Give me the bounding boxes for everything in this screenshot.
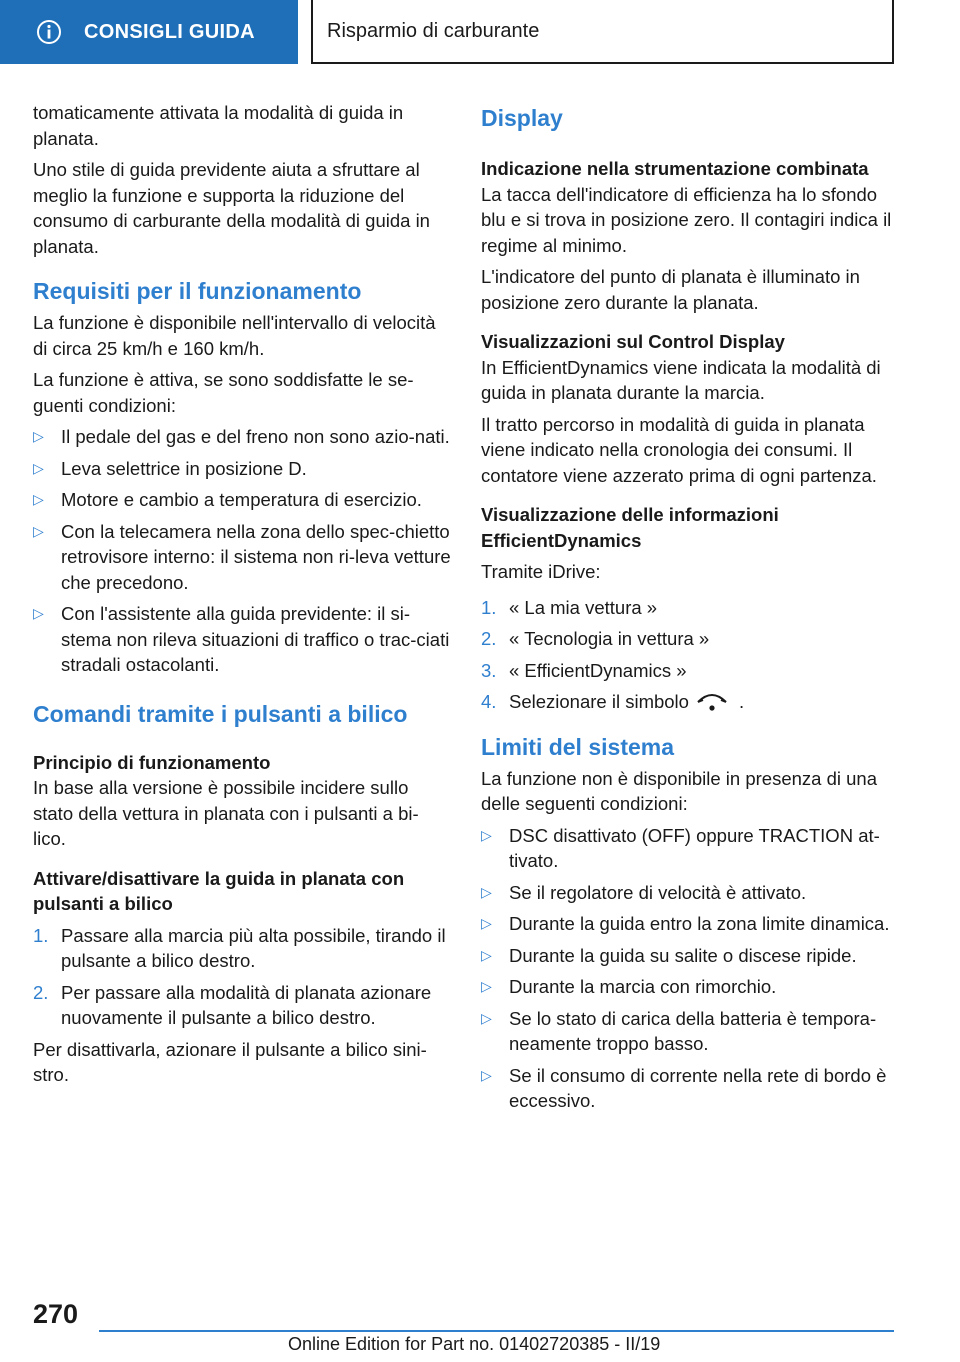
triangle-bullet-icon: ▷	[33, 491, 44, 507]
list-item	[481, 823, 899, 874]
heading-attivare: Attivare/disattivare la guida in planata con pulsanti a bilico	[33, 867, 405, 914]
list-item	[481, 911, 899, 937]
paragraph: In base alla versione è possibile incidere sullo stato della vettura in planata con i pulsanti a bi‐lico.	[33, 777, 419, 849]
limits-list	[481, 823, 899, 1114]
paragraph: Per disattivarla, azionare il pulsante a bilico sini‐stro.	[33, 1038, 427, 1085]
list-item	[33, 519, 451, 596]
triangle-bullet-icon: ▷	[481, 978, 492, 994]
page-number: 270	[33, 1299, 79, 1329]
list-item-text: Se il regolatore di velocità è attivato.	[509, 881, 807, 903]
triangle-bullet-icon: ▷	[481, 946, 492, 963]
step-text: Selezionare il simbolo	[509, 691, 689, 712]
list-item-text: Durante la marcia con rimorchio.	[509, 976, 777, 997]
list-item-text: Con l'assistente alla guida previdente: il si‐stema non rileva situazioni di traffico o trac‐ciati stradali ostacolanti.	[61, 603, 450, 675]
paragraph: La tacca dell'indicatore di efficienza ha lo sfondo blu e si trova in posizione zero. Il contagiri indica il regime al minimo.	[481, 183, 892, 256]
list-item	[481, 626, 899, 652]
list-item	[33, 456, 451, 482]
paragraph: tomaticamente attivata la modalità di guida in planata.	[33, 102, 404, 149]
steps-list	[33, 923, 451, 1031]
list-item	[33, 424, 451, 450]
step-text-end: .	[738, 691, 745, 712]
paragraph: La funzione non è disponibile in presenza di una delle seguenti condizioni:	[481, 767, 877, 814]
list-item-text: Leva selettrice in posizione D.	[61, 457, 307, 479]
header-section-tab[interactable]	[0, 0, 298, 64]
heading-comandi: Comandi tramite i pulsanti a bilico	[33, 700, 408, 727]
paragraph: Tramite iDrive:	[481, 561, 601, 582]
paragraph: In EfficientDynamics viene indicata la modalità di guida in planata durante la marcia.	[481, 356, 881, 403]
list-item-text: Se lo stato di carica della batteria è tempora‐neamente troppo basso.	[509, 1007, 877, 1054]
list-item-text: Se il consumo di corrente nella rete di bordo è eccessivo.	[509, 1064, 887, 1111]
info-icon	[36, 19, 62, 45]
section-label: CONSIGLI GUIDA	[84, 20, 255, 43]
list-item-text: Con la telecamera nella zona dello spec‐chietto retrovisore interno: il sistema non ri‐leva vetture che precedono.	[61, 520, 451, 593]
list-item	[33, 601, 451, 678]
step-text: Passare alla marcia più alta possibile, tirando il pulsante a bilico destro.	[61, 924, 446, 971]
triangle-bullet-icon: ▷	[33, 605, 44, 621]
step-number: 3.	[481, 659, 497, 681]
heading-display: Display	[481, 105, 563, 131]
list-item-text: Durante la guida su salite o discese ripide.	[509, 944, 857, 966]
right-column	[481, 100, 899, 1120]
triangle-bullet-icon: ▷	[481, 826, 492, 843]
left-column	[33, 100, 451, 1094]
step-number: 2.	[33, 981, 49, 1003]
step-number: 4.	[481, 691, 497, 712]
paragraph: Il tratto percorso in modalità di guida in planata viene indicato nella cronologia dei consumi. Il contatore viene azzerato prima di ogni partenza.	[481, 413, 877, 486]
list-item-text: Durante la guida entro la zona limite dinamica.	[509, 913, 890, 934]
step-text: Per passare alla modalità di planata azionare nuovamente il pulsante a bilico destro.	[61, 981, 432, 1028]
heading-requisiti: Requisiti per il funzionamento	[33, 278, 362, 304]
heading-principio: Principio di funzionamento	[33, 751, 271, 773]
paragraph: La funzione è attiva, se sono soddisfatte le se‐guenti condizioni:	[33, 369, 414, 416]
triangle-bullet-icon: ▷	[481, 915, 492, 931]
heading-visualizzazioni: Visualizzazioni sul Control Display	[481, 331, 785, 352]
list-item	[481, 1006, 899, 1057]
triangle-bullet-icon: ▷	[33, 459, 44, 476]
step-text: « La mia vettura »	[509, 596, 658, 618]
list-item-text: Il pedale del gas e del freno non sono azio‐nati.	[61, 426, 450, 447]
idrive-steps-list	[481, 595, 899, 715]
chapter-title-box	[311, 0, 894, 64]
step-number: 1.	[481, 596, 497, 618]
step-text: « EfficientDynamics »	[509, 659, 687, 681]
triangle-bullet-icon: ▷	[481, 1009, 492, 1026]
step-text: « Tecnologia in vettura »	[509, 628, 710, 649]
list-item	[481, 689, 899, 715]
paragraph: La funzione è disponibile nell'intervallo di velocità di circa 25 km/h e 160 km/h.	[33, 312, 436, 359]
conditions-list	[33, 424, 451, 678]
list-item	[33, 980, 451, 1031]
step-number: 1.	[33, 924, 49, 946]
list-item-text: DSC disattivato (OFF) oppure TRACTION at‐tivato.	[509, 824, 880, 871]
heading-indicazione: Indicazione nella strumentazione combinata	[481, 158, 869, 179]
list-item	[33, 923, 451, 974]
list-item	[481, 658, 899, 684]
heading-informazioni: Visualizzazione delle informazioni EfficientDynamics	[481, 504, 779, 551]
step-number: 2.	[481, 628, 497, 649]
triangle-bullet-icon: ▷	[481, 1066, 492, 1083]
list-item	[33, 487, 451, 513]
paragraph: Uno stile di guida previdente aiuta a sfruttare al meglio la funzione e supporta la riduzione del consumo di carburante della modalità di guida in planata.	[33, 159, 430, 257]
triangle-bullet-icon: ▷	[33, 428, 44, 444]
footer-divider	[99, 1330, 894, 1332]
triangle-bullet-icon: ▷	[33, 522, 44, 539]
list-item	[481, 595, 899, 621]
edition-footer: Online Edition for Part no. 01402720385 - II/19	[288, 1334, 661, 1354]
list-item	[481, 1063, 899, 1114]
coasting-car-icon	[695, 693, 729, 713]
list-item	[481, 943, 899, 969]
chapter-title: Risparmio di carburante	[327, 19, 540, 42]
triangle-bullet-icon: ▷	[481, 883, 492, 900]
list-item	[481, 880, 899, 906]
list-item-text: Motore e cambio a temperatura di esercizio.	[61, 489, 422, 510]
list-item	[481, 974, 899, 1000]
heading-limiti: Limiti del sistema	[481, 733, 675, 760]
paragraph: L'indicatore del punto di planata è illuminato in posizione zero durante la planata.	[481, 266, 860, 313]
